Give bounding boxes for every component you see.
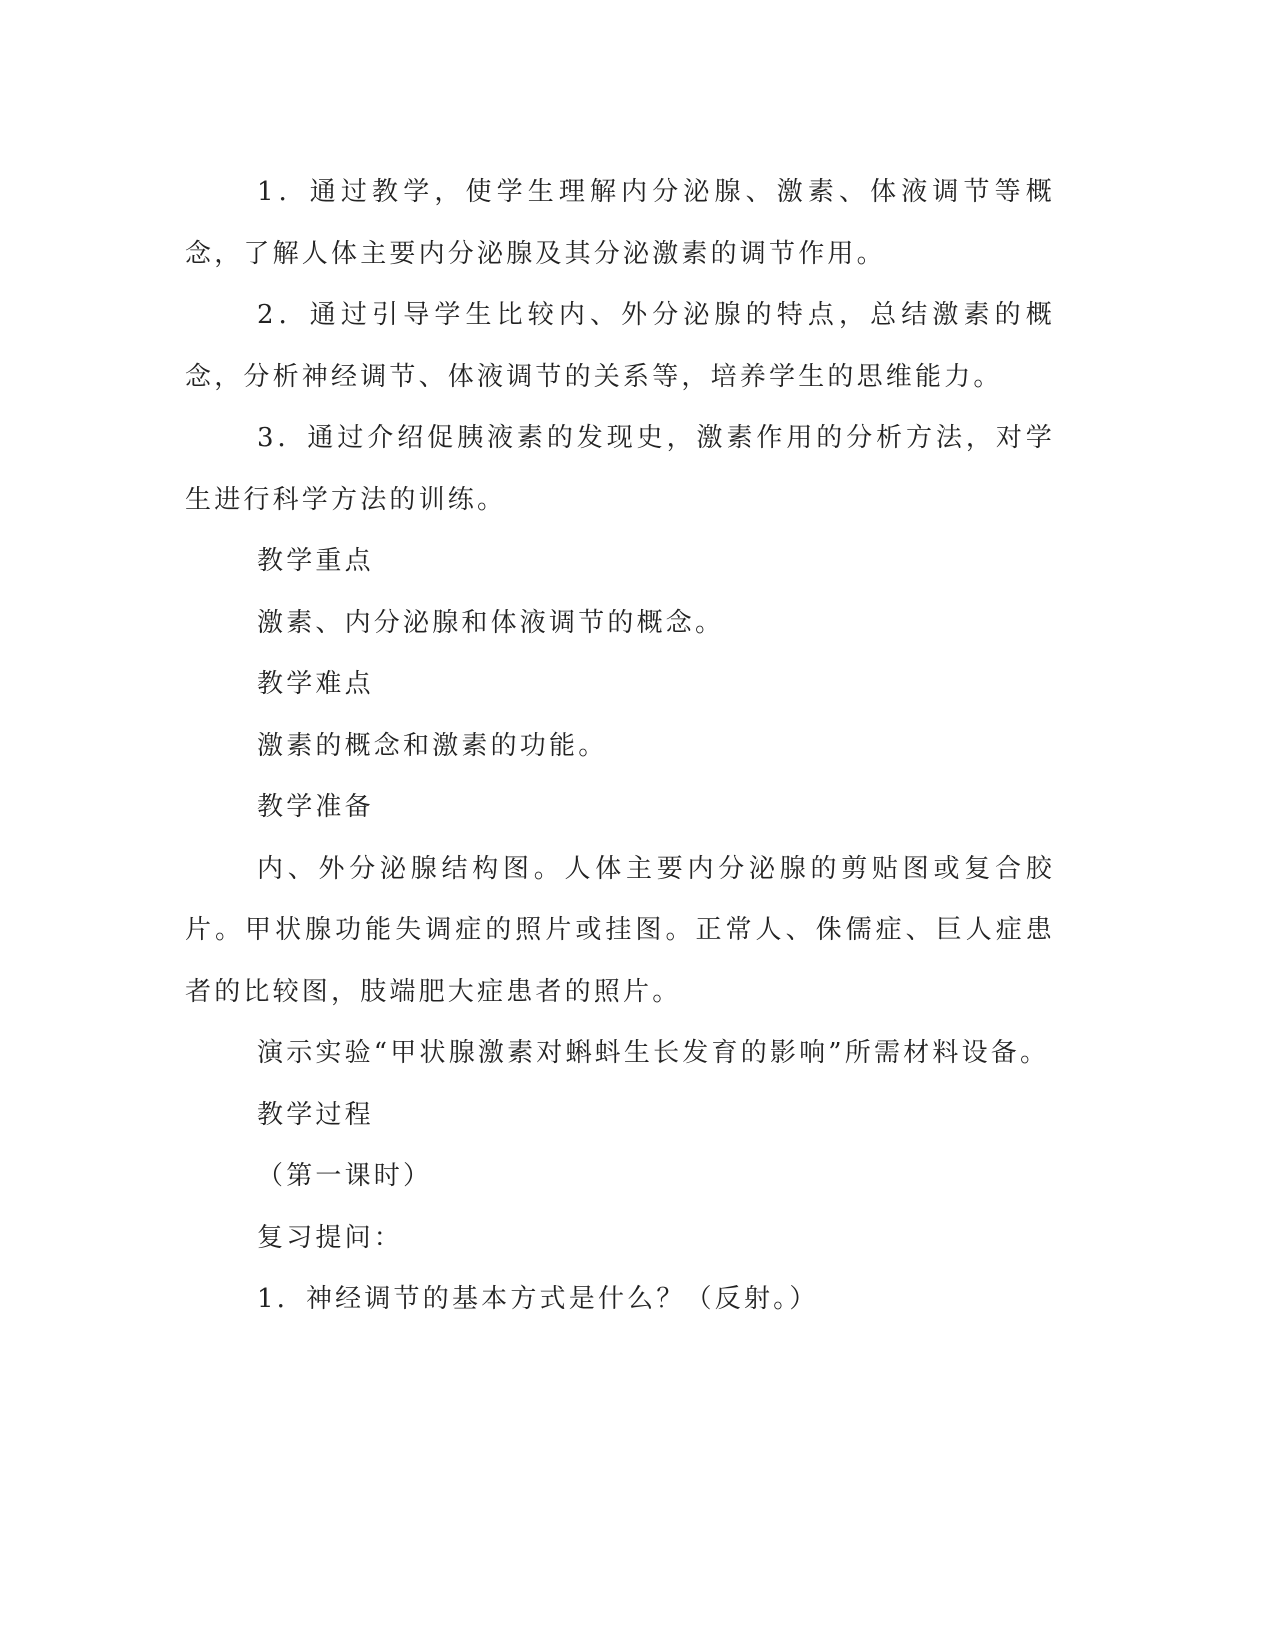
objective-3: 3．通过介绍促胰液素的发现史，激素作用的分析方法，对学生进行科学方法的训练。 xyxy=(185,423,1055,515)
difficulties-text: 激素的概念和激素的功能。 xyxy=(257,730,608,761)
review-question-1: 1．神经调节的基本方式是什么？（反射。） xyxy=(257,1284,819,1314)
review-questions-label: 复习提问： xyxy=(257,1222,404,1253)
objective-1: 1．通过教学，使学生理解内分泌腺、激素、体液调节等概念，了解人体主要内分泌腺及其分泌激素的调节作用。 xyxy=(185,177,1055,269)
heading-difficulties: 教学难点 xyxy=(257,669,374,699)
heading-key-points: 教学重点 xyxy=(257,546,374,576)
document-body xyxy=(185,162,1055,1331)
demo-experiment-text: 演示实验“甲状腺激素对蝌蚪生长发育的影响”所需材料设备。 xyxy=(257,1038,1050,1068)
lesson-label: （第一课时） xyxy=(257,1161,433,1191)
key-points-text: 激素、内分泌腺和体液调节的概念。 xyxy=(257,607,725,638)
objective-2: 2．通过引导学生比较内、外分泌腺的特点，总结激素的概念，分析神经调节、体液调节的关系等，培养学生的思维能力。 xyxy=(185,300,1055,392)
heading-preparation: 教学准备 xyxy=(257,792,374,822)
preparation-text: 内、外分泌腺结构图。人体主要内分泌腺的剪贴图或复合胶片。甲状腺功能失调症的照片或挂图。正常人、侏儒症、巨人症患者的比较图，肢端肥大症患者的照片。 xyxy=(185,853,1055,1007)
heading-process: 教学过程 xyxy=(257,1099,374,1130)
